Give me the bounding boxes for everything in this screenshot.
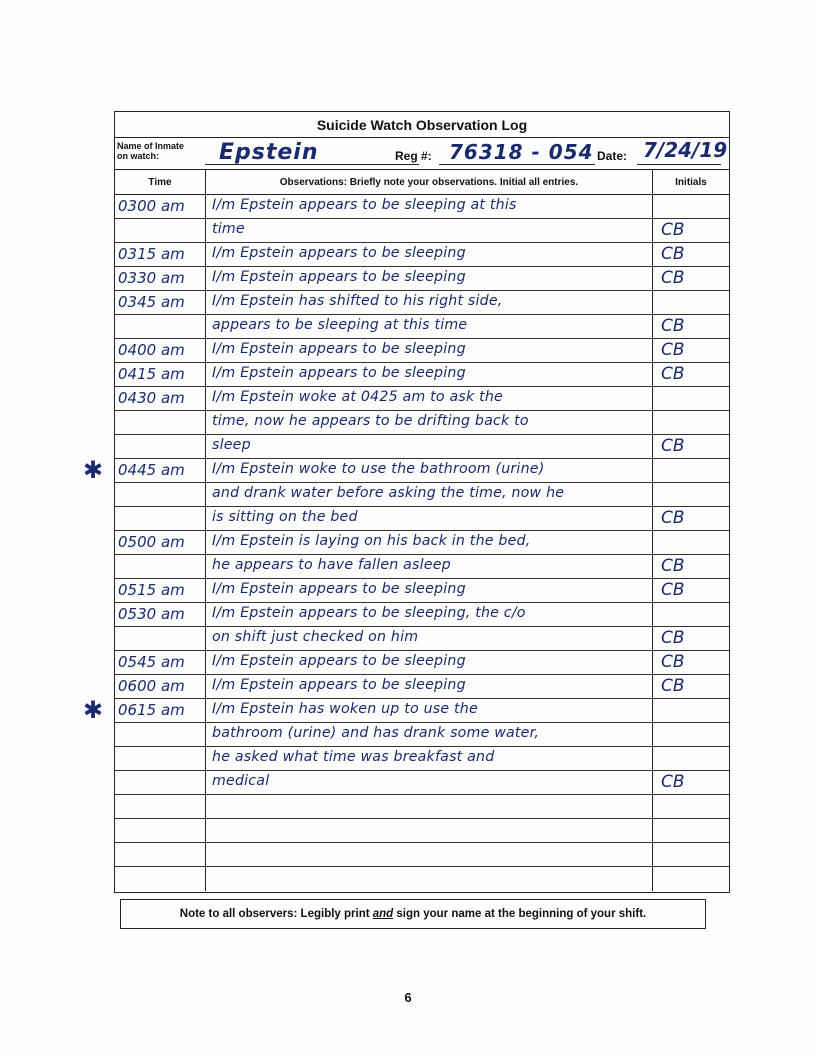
table-row: [83, 457, 729, 485]
initials-cell: [652, 867, 729, 891]
table-row: [115, 195, 729, 219]
initials-cell: [652, 387, 729, 410]
initials-cell: [652, 723, 729, 746]
table-row: [115, 843, 729, 867]
table-row: [115, 603, 729, 627]
time-cell: [115, 867, 205, 891]
table-row: [115, 339, 729, 363]
table-row: [115, 771, 729, 795]
initials-cell: CB: [652, 435, 729, 458]
time-cell: [115, 843, 205, 866]
time-cell: 0500 am: [118, 533, 185, 552]
table-row: [115, 651, 729, 675]
table-row: [115, 267, 729, 291]
observation-cell: he appears to have fallen asleep: [205, 555, 652, 578]
observation-cell: I/m Epstein appears to be sleeping: [205, 267, 652, 290]
table-row: [115, 555, 729, 579]
column-header-time: Time: [148, 176, 172, 188]
initials-cell: [652, 411, 729, 434]
reg-number-label: Reg #:: [395, 149, 432, 163]
initials-cell: [652, 459, 729, 482]
table-row: [115, 579, 729, 603]
date-value: 7/24/19: [643, 138, 728, 162]
initials-cell: [652, 795, 729, 818]
inmate-info-row: [115, 138, 729, 170]
observation-cell: he asked what time was breakfast and: [205, 747, 652, 770]
time-cell: 0530 am: [118, 605, 185, 624]
observation-cell: time: [205, 219, 652, 242]
initials-cell: [652, 531, 729, 554]
observation-cell: I/m Epstein appears to be sleeping: [205, 651, 652, 674]
table-row: [115, 723, 729, 747]
time-cell: 0600 am: [118, 677, 185, 696]
observation-cell: bathroom (urine) and has drank some water,: [205, 723, 652, 746]
asterisk-mark-icon: ✱: [83, 457, 104, 485]
table-row: [115, 795, 729, 819]
reg-number-value: 76318 - 054: [449, 140, 594, 164]
table-row: [115, 483, 729, 507]
observation-cell: medical: [205, 771, 652, 794]
observation-log-form: [83, 111, 730, 893]
observation-cell: I/m Epstein appears to be sleeping: [205, 243, 652, 266]
log-entries: [83, 195, 729, 892]
time-cell: 0545 am: [118, 653, 185, 672]
date-label: Date:: [597, 149, 628, 163]
table-row: [115, 819, 729, 843]
time-cell: 0615 am: [118, 701, 185, 720]
table-row: [115, 675, 729, 699]
table-row: [83, 697, 729, 725]
time-cell: [115, 723, 205, 746]
time-cell: [115, 795, 205, 818]
time-cell: 0315 am: [118, 245, 185, 264]
initials-cell: CB: [652, 243, 729, 266]
time-cell: [115, 555, 205, 578]
time-cell: [115, 747, 205, 770]
table-row: [115, 387, 729, 411]
observation-cell: appears to be sleeping at this time: [205, 315, 652, 338]
asterisk-mark-icon: ✱: [83, 697, 104, 725]
initials-cell: CB: [652, 675, 729, 698]
observation-cell: I/m Epstein has shifted to his right side,: [205, 291, 652, 314]
column-header-observations: Observations: Briefly note your observations. Initial all entries.: [205, 170, 652, 194]
page-number: 6: [404, 990, 412, 1005]
initials-cell: CB: [652, 555, 729, 578]
inmate-name-label: Name of Inmate on watch:: [117, 141, 185, 161]
table-row: [115, 867, 729, 891]
time-cell: 0430 am: [118, 389, 185, 408]
initials-cell: CB: [652, 339, 729, 362]
initials-cell: [652, 843, 729, 866]
observation-cell: I/m Epstein has woken up to use the: [205, 699, 652, 722]
table-row: [115, 747, 729, 771]
initials-cell: [652, 195, 729, 218]
time-cell: 0515 am: [118, 581, 185, 600]
observation-cell: I/m Epstein appears to be sleeping: [205, 675, 652, 698]
observation-cell: I/m Epstein woke at 0425 am to ask the: [205, 387, 652, 410]
initials-cell: CB: [652, 219, 729, 242]
time-cell: 0330 am: [118, 269, 185, 288]
table-row: [115, 627, 729, 651]
initials-cell: CB: [652, 315, 729, 338]
initials-cell: [652, 483, 729, 506]
observation-cell: [205, 867, 652, 891]
initials-cell: CB: [652, 267, 729, 290]
time-cell: [115, 483, 205, 506]
time-cell: [115, 507, 205, 530]
time-cell: 0400 am: [118, 341, 185, 360]
table-row: [115, 411, 729, 435]
table-row: [115, 435, 729, 459]
observation-cell: on shift just checked on him: [205, 627, 652, 650]
table-row: [115, 291, 729, 315]
initials-cell: [652, 819, 729, 842]
time-cell: [115, 219, 205, 242]
observation-cell: [205, 795, 652, 818]
observation-cell: I/m Epstein appears to be sleeping: [205, 363, 652, 386]
observation-cell: [205, 843, 652, 866]
time-cell: 0415 am: [118, 365, 185, 384]
table-header: [115, 170, 729, 195]
time-cell: 0300 am: [118, 197, 185, 215]
initials-cell: CB: [652, 363, 729, 386]
observation-cell: is sitting on the bed: [205, 507, 652, 530]
time-cell: [115, 411, 205, 434]
initials-cell: CB: [652, 651, 729, 674]
observation-cell: I/m Epstein is laying on his back in the bed,: [205, 531, 652, 554]
column-header-initials: Initials: [652, 170, 729, 194]
initials-cell: [652, 747, 729, 770]
initials-cell: [652, 603, 729, 626]
initials-cell: CB: [652, 627, 729, 650]
observation-cell: time, now he appears to be drifting back to: [205, 411, 652, 434]
table-row: [115, 363, 729, 387]
time-cell: [115, 435, 205, 458]
time-cell: [115, 819, 205, 842]
table-row: [115, 507, 729, 531]
time-cell: [115, 627, 205, 650]
time-cell: 0445 am: [118, 461, 185, 480]
time-cell: [115, 315, 205, 338]
observation-cell: I/m Epstein appears to be sleeping, the c/o: [205, 603, 652, 626]
observation-cell: I/m Epstein appears to be sleeping: [205, 339, 652, 362]
observation-cell: I/m Epstein woke to use the bathroom (urine): [205, 459, 652, 482]
time-cell: [115, 771, 205, 794]
observation-cell: I/m Epstein appears to be sleeping at this: [205, 195, 652, 218]
observation-cell: and drank water before asking the time, now he: [205, 483, 652, 506]
observation-cell: sleep: [205, 435, 652, 458]
observation-cell: [205, 819, 652, 842]
table-row: [115, 315, 729, 339]
observer-note: Note to all observers: Legibly print and sign your name at the beginning of your shift.: [120, 899, 706, 929]
table-row: [115, 219, 729, 243]
initials-cell: CB: [652, 579, 729, 602]
initials-cell: CB: [652, 507, 729, 530]
time-cell: 0345 am: [118, 293, 185, 312]
inmate-name-value: Epstein: [219, 140, 319, 165]
table-row: [115, 243, 729, 267]
observation-cell: I/m Epstein appears to be sleeping: [205, 579, 652, 602]
initials-cell: [652, 291, 729, 314]
initials-cell: [652, 699, 729, 722]
table-row: [115, 531, 729, 555]
initials-cell: CB: [652, 771, 729, 794]
form-title: Suicide Watch Observation Log: [115, 112, 729, 138]
